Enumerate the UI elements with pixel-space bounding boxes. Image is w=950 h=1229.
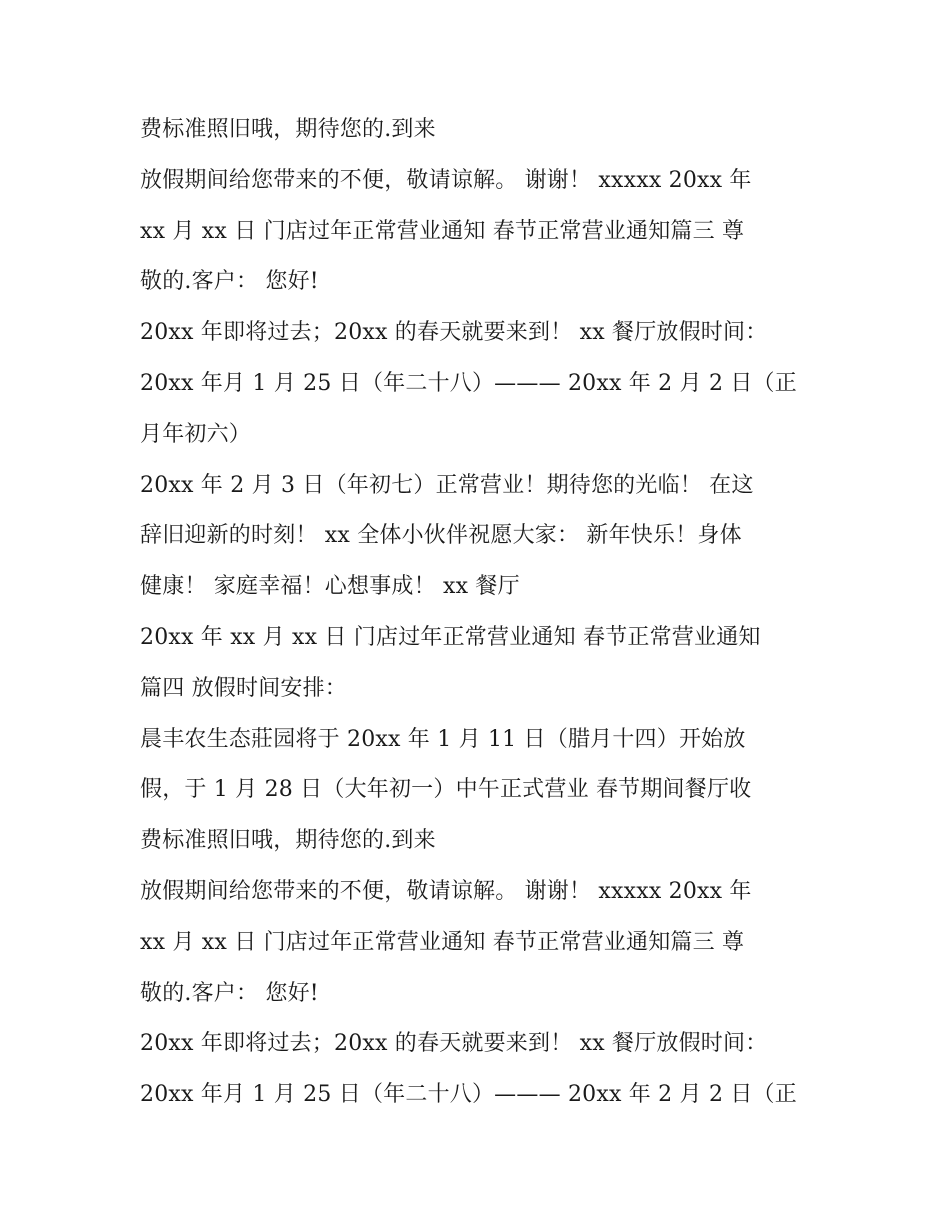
text-line: 20xx 年月 1 月 25 日（年二十八）——— 20xx 年 2 月 2 日（正 (140, 370, 797, 396)
text-line: 假，于 1 月 28 日（大年初一）中午正式营业 春节期间餐厅收 (140, 777, 752, 803)
text-line: xx 月 xx 日 门店过年正常营业通知 春节正常营业通知篇三 尊 (140, 218, 745, 244)
text-line: 20xx 年 2 月 3 日（年初七）正常营业！期待您的光临！ 在这 (140, 472, 754, 498)
text-line: 费标准照旧哦，期待您的.到来 (140, 117, 436, 142)
text-line: 20xx 年月 1 月 25 日（年二十八）——— 20xx 年 2 月 2 日（正 (140, 1082, 797, 1108)
text-line: 放假期间给您带来的不便，敬请谅解。 谢谢！ xxxxx 20xx 年 (140, 878, 752, 904)
text-line: 篇四 放假时间安排： (140, 675, 347, 701)
text-line: 敬的.客户： 您好! (140, 980, 319, 1006)
text-line: 晨丰农生态莊园将于 20xx 年 1 月 11 日（腊月十四）开始放 (140, 726, 746, 752)
text-line: 20xx 年 xx 月 xx 日 门店过年正常营业通知 春节正常营业通知 (140, 624, 761, 650)
text-line: 20xx 年即将过去；20xx 的春天就要来到！ xx 餐厅放假时间： (140, 320, 768, 346)
text-line: 费标准照旧哦，期待您的.到来 (140, 828, 436, 854)
text-line: xx 月 xx 日 门店过年正常营业通知 春节正常营业通知篇三 尊 (140, 929, 745, 955)
text-line: 月年初六） (140, 421, 252, 447)
text-line: 放假期间给您带来的不便，敬请谅解。 谢谢！ xxxxx 20xx 年 (140, 167, 752, 193)
text-line: 敬的.客户： 您好! (140, 269, 319, 295)
body-text (140, 105, 820, 1121)
text-line: 20xx 年即将过去；20xx 的春天就要来到！ xx 餐厅放假时间： (140, 1031, 768, 1057)
text-line: 健康！ 家庭幸福！心想事成！ xx 餐厅 (140, 574, 520, 600)
text-line: 辞旧迎新的时刻！ xx 全体小伙伴祝愿大家： 新年快乐！身体 (140, 523, 742, 549)
